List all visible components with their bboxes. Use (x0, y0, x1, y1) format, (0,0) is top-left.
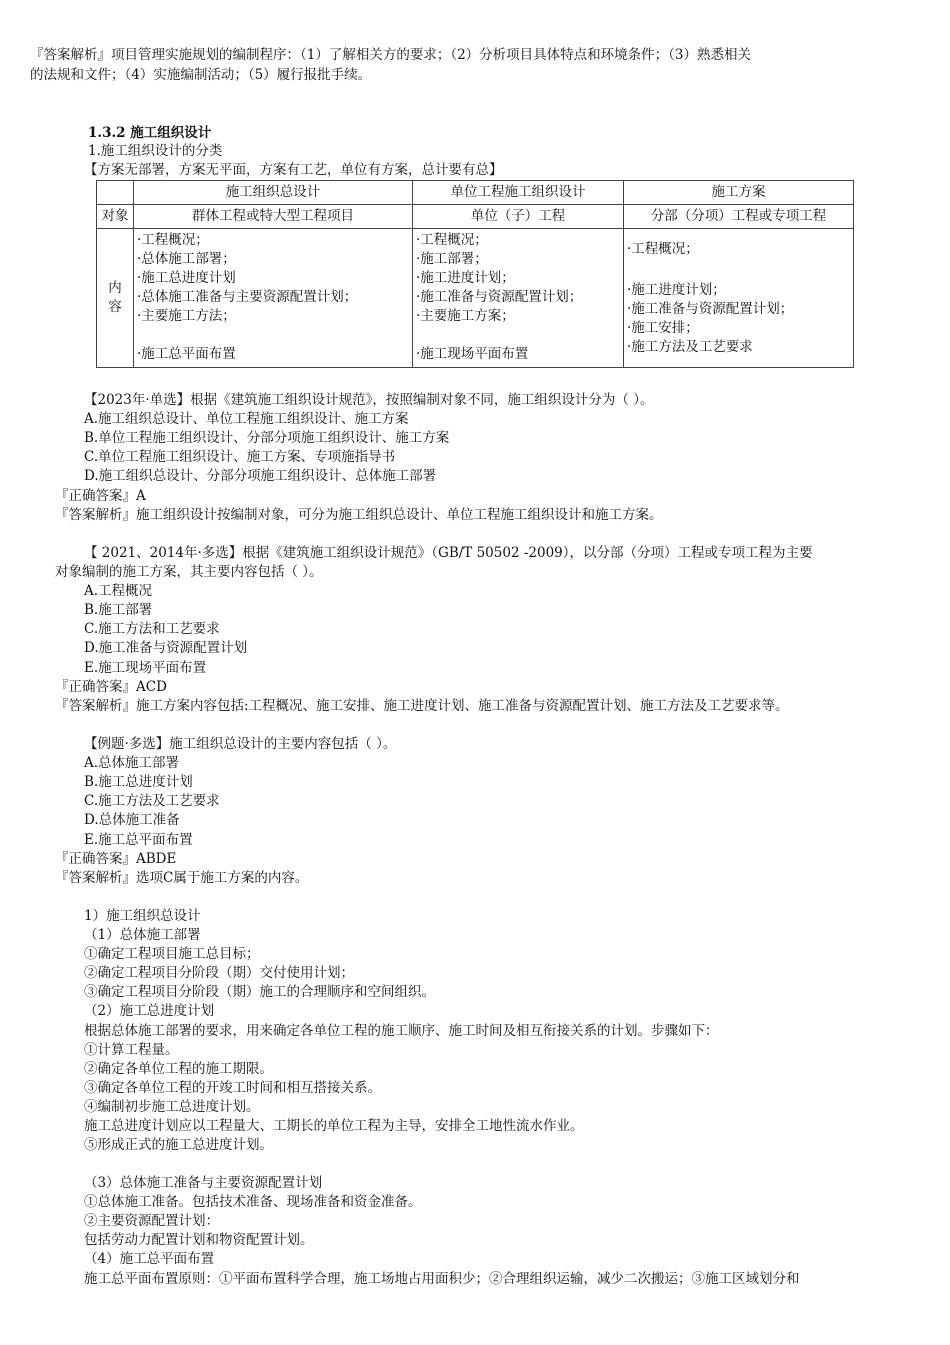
body-sub-schedule: （2）施工总进度计划 (84, 1003, 215, 1019)
row-label-content: 内 容 (97, 229, 134, 368)
list-item: ①总体施工准备。包括技术准备、现场准备和资金准备。 (84, 1194, 422, 1210)
intro-analysis-line2: 的法规和文件；（4）实施编制活动；（5）履行报批手续。 (30, 67, 372, 83)
table-corner-cell (97, 181, 134, 205)
body-heading-overall-design: 1）施工组织总设计 (84, 908, 201, 924)
section-heading: 1.3.2 施工组织设计 (88, 125, 212, 141)
list-item: ⑤形成正式的施工总进度计划。 (84, 1137, 273, 1153)
q2-answer: 『正确答案』ACD (55, 679, 167, 695)
content-cell-scheme: ·工程概况； ·施工进度计划； ·施工准备与资源配置计划； ·施工安排； ·施工方法及工艺要求 (624, 229, 854, 368)
q1-answer: 『正确答案』A (55, 488, 146, 504)
q1-stem: 【2023年·单选】根据《建筑施工组织设计规范》，按照编制对象不同，施工组织设计分为（ ）。 (84, 392, 654, 408)
table-header-row (97, 181, 854, 205)
q2-option: E.施工现场平面布置 (84, 660, 207, 676)
q3-option: D.总体施工准备 (84, 812, 180, 828)
layout-principles: 施工总平面布置原则：①平面布置科学合理，施工场地占用面积少；②合理组织运输，减少二次搬运；③施工区域划分和 (84, 1271, 800, 1287)
schedule-intro: 根据总体施工部署的要求，用来确定各单位工程的施工顺序、施工时间及相互衔接关系的计划。步骤如下： (84, 1023, 719, 1039)
table-header-cell: 施工方案 (624, 181, 854, 205)
table-cell: 群体工程或特大型工程项目 (134, 205, 413, 229)
q3-option: A.总体施工部署 (84, 755, 180, 771)
q2-stem-line1: 【 2021、2014年·多选】根据《建筑施工组织设计规范》（GB/T 50502 -2009），以分部（分项）工程或专项工程为主要 (84, 545, 813, 561)
table-header-cell: 单位工程施工组织设计 (413, 181, 624, 205)
table-row-content (97, 229, 854, 368)
content-cell-unit: ·工程概况； ·施工部署； ·施工进度计划； ·施工准备与资源配置计划； ·主要施工方案； ·施工现场平面布置 (413, 229, 624, 368)
body-sub-preparation: （3）总体施工准备与主要资源配置计划 (84, 1175, 323, 1191)
mnemonic-text: 【方案无部署，方案无平面，方案有工艺，单位有方案，总计要有总】 (84, 162, 503, 178)
list-item: ①确定工程项目施工总目标； (84, 946, 260, 962)
q2-analysis: 『答案解析』施工方案内容包括:工程概况、施工安排、施工进度计划、施工准备与资源配置计划、施工方法及工艺要求等。 (55, 698, 789, 714)
q2-option: A.工程概况 (84, 583, 153, 599)
list-item: ④编制初步施工总进度计划。 (84, 1099, 260, 1115)
table-header-cell: 施工组织总设计 (134, 181, 413, 205)
preparation-note: 包括劳动力配置计划和物资配置计划。 (84, 1232, 314, 1248)
table-cell: 单位（子）工程 (413, 205, 624, 229)
q3-option: B.施工总进度计划 (84, 774, 193, 790)
q2-option: C.施工方法和工艺要求 (84, 621, 220, 637)
q3-option: C.施工方法及工艺要求 (84, 793, 220, 809)
section-subheading: 1.施工组织设计的分类 (88, 143, 223, 159)
body-sub-layout: （4）施工总平面布置 (84, 1251, 215, 1267)
table-cell: 分部（分项）工程或专项工程 (624, 205, 854, 229)
q1-option: C.单位工程施工组织设计、施工方案、专项施指导书 (84, 449, 396, 465)
list-item: ③确定工程项目分阶段（期）施工的合理顺序和空间组织。 (84, 984, 435, 1000)
q3-option: E.施工总平面布置 (84, 832, 193, 848)
content-cell-overall: ·工程概况； ·总体施工部署； ·施工总进度计划 ·总体施工准备与主要资源配置计划； ·主要施工方法； ·施工总平面布置 (134, 229, 413, 368)
schedule-note: 施工总进度计划应以工程量大、工期长的单位工程为主导，安排全工地性流水作业。 (84, 1118, 584, 1134)
list-item: ②确定各单位工程的施工期限。 (84, 1061, 273, 1077)
list-item: ②主要资源配置计划： (84, 1213, 219, 1229)
q3-stem: 【例题·多选】施工组织总设计的主要内容包括（ ）。 (84, 736, 397, 752)
intro-analysis-line1: 『答案解析』项目管理实施规划的编制程序：（1）了解相关方的要求；（2）分析项目具体特点和环境条件；（3）熟悉相关 (30, 47, 752, 63)
q1-option: B.单位工程施工组织设计、分部分项施工组织设计、施工方案 (84, 430, 450, 446)
classification-table (96, 180, 854, 368)
list-item: ①计算工程量。 (84, 1042, 179, 1058)
table-row-object (97, 205, 854, 229)
row-label-object: 对象 (97, 205, 134, 229)
q2-stem-line2: 对象编制的施工方案，其主要内容包括（ ）。 (55, 564, 323, 580)
q2-option: B.施工部署 (84, 602, 153, 618)
q2-option: D.施工准备与资源配置计划 (84, 640, 248, 656)
q1-option: D.施工组织总设计、分部分项施工组织设计、总体施工部署 (84, 468, 437, 484)
q1-option: A.施工组织总设计、单位工程施工组织设计、施工方案 (84, 411, 409, 427)
list-item: ②确定工程项目分阶段（期）交付使用计划； (84, 965, 354, 981)
list-item: ③确定各单位工程的开竣工时间和相互搭接关系。 (84, 1080, 381, 1096)
q1-analysis: 『答案解析』施工组织设计按编制对象，可分为施工组织总设计、单位工程施工组织设计和施工方案。 (55, 507, 663, 523)
q3-analysis: 『答案解析』选项C属于施工方案的内容。 (55, 870, 309, 886)
body-sub-deployment: （1）总体施工部署 (84, 927, 201, 943)
q3-answer: 『正确答案』ABDE (55, 851, 177, 867)
